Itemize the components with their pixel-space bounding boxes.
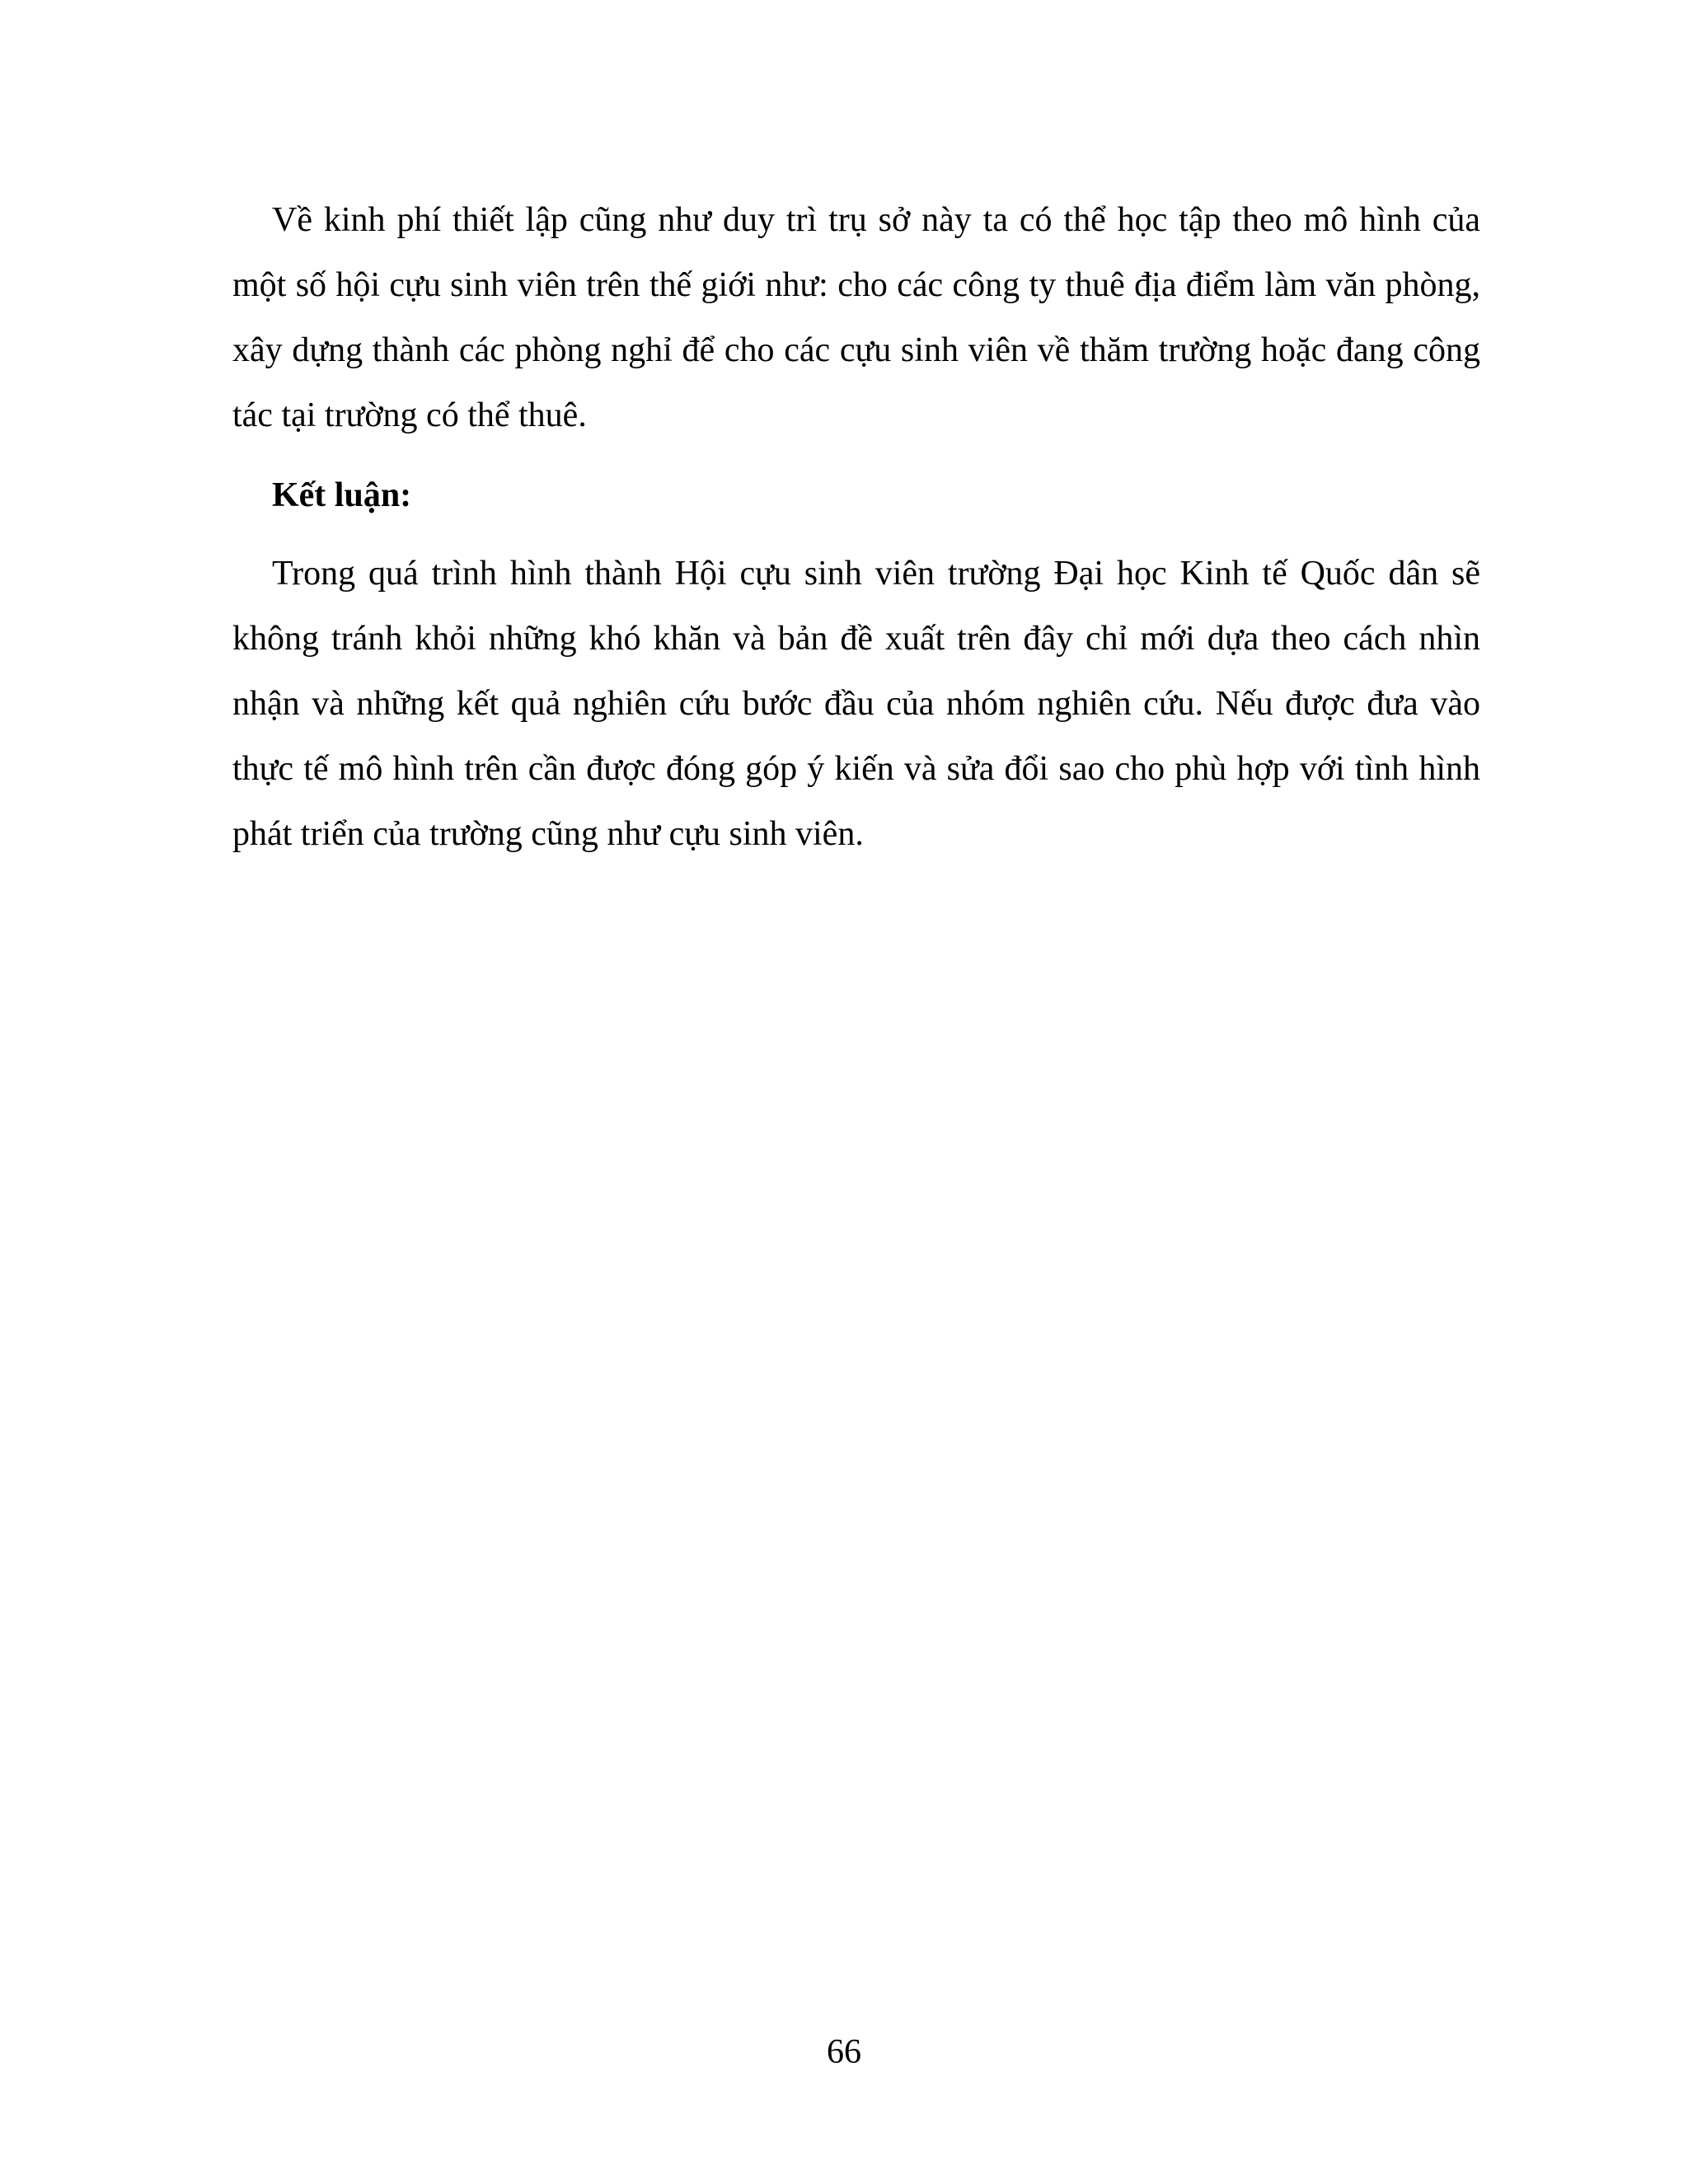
conclusion-paragraph: Trong quá trình hình thành Hội cựu sinh viên trường Đại học Kinh tế Quốc dân sẽ không tránh khỏi những khó khăn và bản đề xuất trên đây chỉ mới dựa theo cách nhìn nhận và những kết quả nghiên cứu bước đầu của nhóm nghiên cứu. Nếu được đưa vào thực tế mô hình trên cần được đóng góp ý kiến và sửa đổi sao cho phù hợp với tình hình phát triển của trường cũng như cựu sinh viên. (232, 555, 1480, 853)
document-body (232, 188, 1480, 867)
page-number: 66 (827, 2033, 861, 2071)
funding-paragraph: Về kinh phí thiết lập cũng như duy trì trụ sở này ta có thể học tập theo mô hình của một số hội cựu sinh viên trên thế giới như: cho các công ty thuê địa điểm làm văn phòng, xây dựng thành các phòng nghỉ để cho các cựu sinh viên về thăm trường hoặc đang công tác tại trường có thể thuê. (232, 201, 1480, 434)
conclusion-heading: Kết luận: (272, 476, 412, 514)
